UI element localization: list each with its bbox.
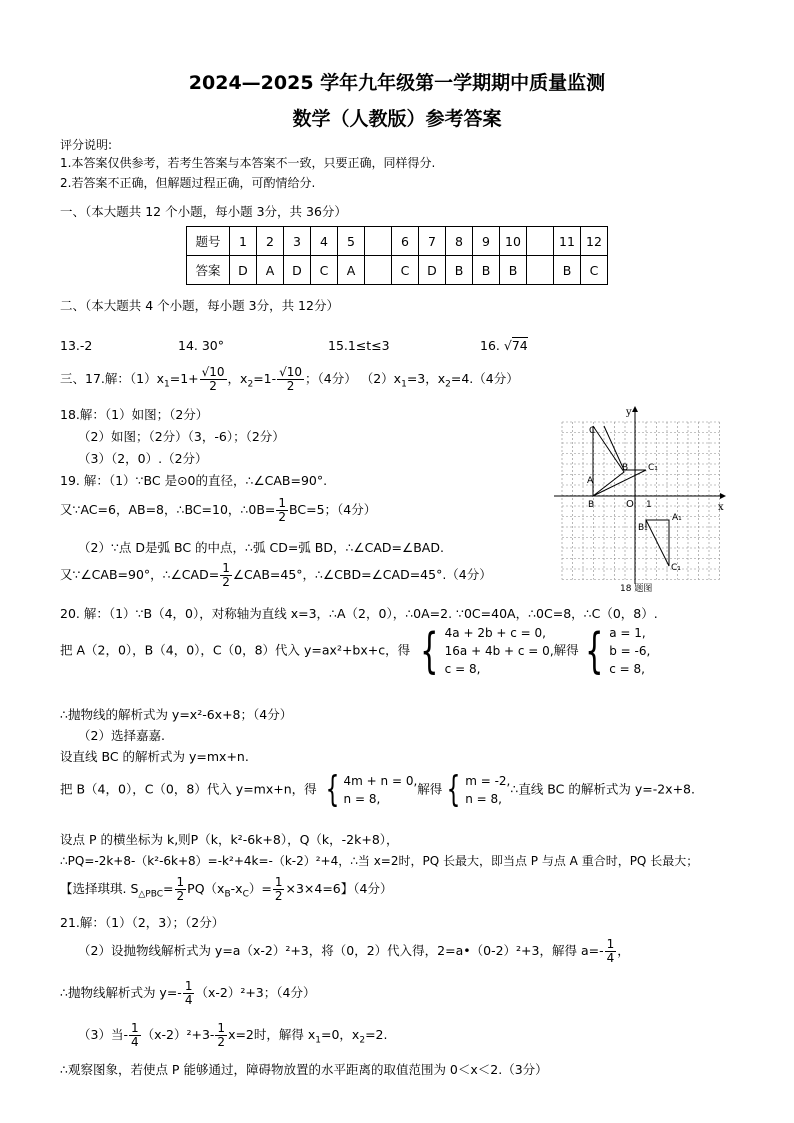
q20-text: ×3×4=6】（4分） [285,881,393,897]
table-cell: 8 [446,227,473,256]
sqrt-icon: √ [503,338,512,353]
point-label-b1: B₁ [638,523,648,533]
fraction-num: 1 [184,979,193,993]
notes-line-1: 1.本答案仅供参考，若考生答案与本答案不一致，只要正确，同样得分. [60,156,436,170]
q21-text: x=2时，解得 x [228,1027,316,1043]
fraction-num: 1 [130,1021,139,1035]
brace-icon: { [446,769,461,810]
q19-line-1: 19. 解：（1）∵BC 是⊙0的直径，∴∠CAB=90°. [60,473,328,488]
table-cell: 5 [338,227,365,256]
equation-system [445,624,554,678]
fraction-den: 2 [278,510,287,525]
q20-text: = [163,881,174,897]
q20-text: 【选择琪琪. S [60,881,139,897]
q17-answer: 三、17.解：$(1)x_1=1+$ $\frac{√10}{2}$ ，$x_2=1-$ $\frac{√10}{2}$ ；（4分） $(2)x_1=3$，$x_2=4.(4$分） [60,365,519,394]
fraction-num: 1 [606,937,615,951]
point-label-c1-bottom: C₁ [671,563,681,573]
equation: c = 8, [609,662,645,676]
q20-line-9: 【选择琪琪. $S_{\triangle PBC}=$ $\frac{1}{2}$ $PQ(x_B-x_C)=$ $\frac{1}{2}$ ×3×4=6】（4分） [60,875,393,904]
table-cell: 10 [500,227,527,256]
q21-text: =0，x [321,1027,360,1043]
notes-line-2: 2.若答案不正确，但解题过程正确，可酌情给分. [60,176,316,190]
table-cell: B [500,256,527,285]
point-label-c: C [589,426,596,436]
point-label-a1: A₁ [672,513,682,523]
q21-text: （2）设抛物线解析式为 y=a（x-2）²+3，将（0，2）代入得，2=a•（0-2）²+3，解得 a=- [78,943,604,959]
fraction-num: 1 [217,1021,226,1035]
point-label-c1: C₁ [648,463,658,473]
point-label-b-axis: B [588,500,595,510]
q21-text: =2. [365,1027,388,1043]
equation: c = 8, [444,662,481,676]
q18-line-3: （3）（2，0）.（2分） [78,451,208,466]
q19-text: 又∵∠CAB=90°，∴∠CAD= [60,567,220,583]
q20-line-2 [60,624,650,678]
fraction [277,366,304,393]
table-cell: D [419,256,446,285]
notes-heading: 评分说明: [60,138,113,152]
table-cell: 2 [257,227,284,256]
fraction-den: 2 [209,379,217,394]
q21-text: （x-2）²+3- [141,1027,215,1043]
q18-line-2: （2）如图；（2分）（3，-6）；（2分） [78,429,285,444]
table-cell: A [257,256,284,285]
q20-text: 把 A（2，0），B（4，0），C（0，8）代入 y=ax²+bx+c，得 [60,642,411,658]
table-cell: B [554,256,581,285]
triangle-a1b1c1 [646,520,669,566]
table-cell: B [446,256,473,285]
q21-text: ， [617,943,630,959]
point-label-b: B [622,463,629,473]
fraction [276,497,288,524]
fraction-num: √10 [201,365,225,379]
answer-13: 13.-2 [60,338,93,353]
fraction [200,366,227,393]
section2-heading: 二、（本大题共 4 个小题，每小题 3分，共 12分） [60,298,339,313]
q20-text: ）= [248,881,272,897]
y-axis-arrow-icon [632,406,638,412]
q17-text: ，x [227,371,248,387]
table-cell: 9 [473,227,500,256]
fraction-den: 2 [222,575,230,590]
x-axis-arrow-icon [720,493,726,499]
fraction-num: 1 [274,875,283,889]
q17-text: 三、17.解：（1）x [60,371,164,387]
fraction-den: 4 [130,1035,139,1050]
fraction-den: 4 [184,993,193,1008]
table-cell: 1 [230,227,257,256]
q20-line-3: ∴抛物线的解析式为 y=x²-6x+8；（4分） [60,707,293,722]
fraction-den: 2 [286,379,295,394]
equation: n = 8, [465,792,502,806]
fraction-num: 1 [222,561,230,575]
q21-line-2 [78,938,630,965]
table-gap-cell [527,256,554,285]
q19-line-2 [60,497,376,524]
table-cell: C [581,256,608,285]
q21-text: ∴抛物线解析式为 y=- [60,985,182,1001]
q20-line-4: （2）选择嘉嘉. [78,728,165,743]
fraction [183,980,195,1007]
equation: 4a + 2b + c = 0, [444,626,546,640]
q20-text: -x [230,881,243,897]
table-cell: C [311,256,338,285]
answer-table [186,226,608,285]
table-gap-cell [365,256,392,285]
answer-16-label: 16. [480,338,500,353]
brace-icon: { [420,623,439,679]
equation: m = -2, [465,774,511,788]
origin-label: O [626,499,634,510]
fraction [129,1022,141,1049]
answer-16 [480,338,528,353]
q20-line-7: 设点 P 的横坐标为 k,则P（k，k²-6k+8），Q（k，-2k+8）， [60,832,399,847]
fraction-num: √10 [279,365,303,379]
fraction [215,1022,227,1049]
answer-table-answer-row [187,256,608,285]
q21-text: （3）当- [78,1027,128,1043]
q20-line-5: 设直线 BC 的解析式为 y=mx+n. [60,749,249,764]
equation: b = -6, [609,644,651,658]
table-cell: A [338,256,365,285]
equation-system [609,624,650,678]
fraction [273,876,285,903]
q20-line-6 [60,769,695,810]
equation: 4m + n = 0, [343,774,418,788]
table-cell: 11 [554,227,581,256]
q20-line-1: 20. 解：（1）∵B（4，0），对称轴为直线 x=3，∴A（2，0），∴0A=2. ∵0C=40A，∴0C=8，∴C（0，8）. [60,606,658,621]
tick-label-1: 1 [646,500,652,510]
fraction [175,876,187,903]
equation-system [344,772,418,808]
q20-text: 把 B（4，0），C（0，8）代入 y=mx+n，得 [60,781,317,797]
table-gap-cell [527,227,554,256]
fraction-den: 2 [217,1035,226,1050]
brace-icon: { [325,769,339,810]
q19-line-4 [60,562,492,589]
q17-text: =1+ [169,371,199,387]
q17-text: ；（4分） （2）x [305,371,402,387]
page-subtitle: 数学（人教版）参考答案 [292,108,502,130]
equation: 16a + 4b + c = 0, [444,644,554,658]
q21-line-3 [60,980,315,1007]
q21-line-1: 21.解：（1）（2，3）；（2分） [60,915,225,930]
table-gap-cell [365,227,392,256]
equation: n = 8, [343,792,381,806]
q20-text: 解得 [417,781,443,797]
fraction-num: 1 [278,496,287,510]
row-label-answer: 答案 [187,256,230,285]
fraction [605,938,617,965]
q21-line-4: （3）当- $\frac{1}{4}$ （x-2）²+3- $\frac{1}{2}$ x=2时，解得 $x_1=0$，$x_2=2$. [78,1021,388,1050]
q19-text: ∠CAB=45°，∴∠CBD=∠CAD=45°.（4分） [232,567,492,583]
segment [593,470,646,496]
fraction-den: 4 [606,951,615,966]
page-title: 2024—2025 学年九年级第一学期期中质量监测 [188,72,606,94]
point-label-a: A [587,476,594,486]
fraction-den: 2 [176,889,185,904]
answer-14: 14. 30° [178,338,225,353]
answer-15: 15.1≤t≤3 [328,338,390,353]
fraction [220,562,232,589]
q21-line-5: ∴观察图象，若使点 P 能够通过，障碍物放置的水平距离的取值范围为 0＜x＜2.（3分） [60,1062,548,1077]
q17-text: =3，x [406,371,446,387]
q18-line-1: 18.解：（1）如图；（2分） [60,407,209,422]
q20-line-8: ∴PQ=-2k+8-（k²-6k+8）=-k²+4k=-（k-2）²+4，∴当 x=2时，PQ 长最大，即当点 P 与点 A 重合时，PQ 长最大； [60,854,699,868]
q18-figure [548,404,728,596]
fraction-num: 1 [176,875,185,889]
equation-system [465,772,510,808]
q20-sub: △PBC [138,889,164,900]
grid [562,422,720,580]
table-cell: 3 [284,227,311,256]
axis-y-label: y [626,407,632,418]
q19-line-3: （2）∵点 D是弧 BC 的中点，∴弧 CD=弧 BD，∴∠CAD=∠BAD. [78,540,444,555]
table-cell: 4 [311,227,338,256]
q19-text: 又∵AC=6，AB=8，∴BC=10，∴0B= [60,502,276,518]
equation: a = 1, [609,626,646,640]
q17-text: =4.（4分） [450,371,519,387]
axis-x-label: x [718,502,724,513]
table-cell: 6 [392,227,419,256]
q20-text: PQ（x [187,881,225,897]
table-cell: D [284,256,311,285]
q20-text: ∴直线 BC 的解析式为 y=-2x+8. [510,781,695,797]
q21-text: （x-2）²+3；（4分） [195,985,316,1001]
answer-16-radicand: 74 [511,338,528,353]
section1-heading: 一、（本大题共 12 个小题，每小题 3分，共 36分） [60,204,347,219]
table-cell: D [230,256,257,285]
row-label-question: 题号 [187,227,230,256]
q19-text: BC=5；（4分） [289,502,377,518]
table-cell: C [392,256,419,285]
table-cell: 12 [581,227,608,256]
figure-caption: 18 题图 [620,584,653,594]
fraction-den: 2 [274,889,283,904]
table-cell: 7 [419,227,446,256]
q17-text: =1- [253,371,277,387]
q20-text: 解得 [553,642,579,658]
brace-icon: { [584,623,604,679]
table-cell: B [473,256,500,285]
answer-table-question-row [187,227,608,256]
